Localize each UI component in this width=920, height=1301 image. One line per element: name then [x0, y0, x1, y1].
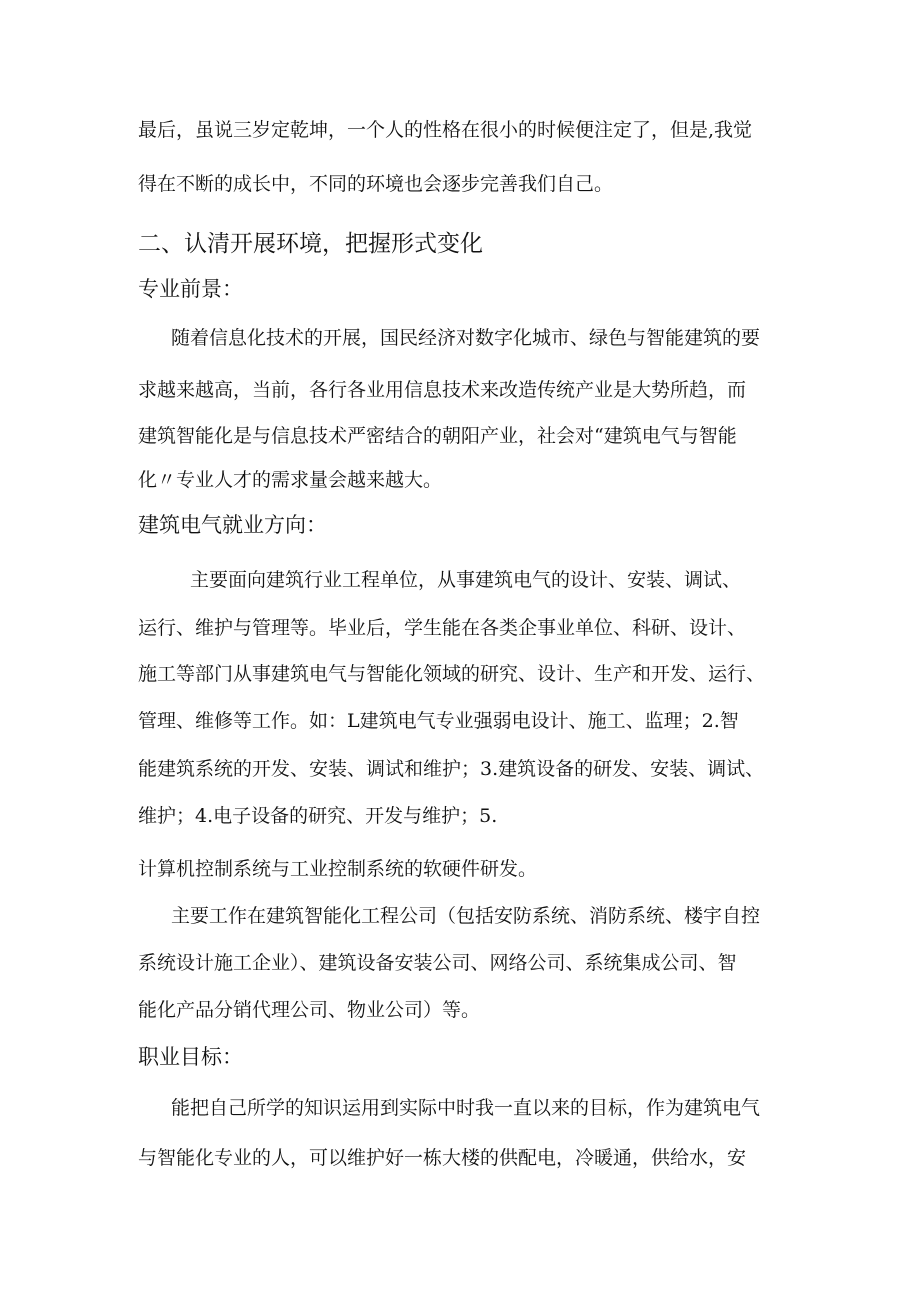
prospects-line-2: 求越来越高，当前，各行各业用信息技术来改造传统产业是大势所趋，而 — [138, 379, 747, 401]
employment-line-2: 运行、维护与管理等。毕业后，学生能在各类企事业单位、科研、设计、 — [138, 617, 747, 639]
prospects-line-4: 化〃专业人才的需求量会越来越大。 — [138, 469, 443, 491]
career-goal-line-1: 能把自己所学的知识运用到实际中时我一直以来的目标，作为建筑电气 — [171, 1097, 761, 1119]
companies-line-3: 能化产品分销代理公司、物业公司）等。 — [138, 999, 481, 1021]
employment-line-1: 主要面向建筑行业工程单位，从事建筑电气的设计、安装、调试、 — [190, 569, 742, 591]
prospects-heading: 专业前景： — [138, 277, 243, 301]
career-goal-heading: 职业目标： — [138, 1045, 243, 1069]
section-heading: 二、认清开展环境，把握形式变化 — [138, 231, 483, 257]
employment-line-3: 施工等部门从事建筑电气与智能化领域的研究、设计、生产和开发、运行、 — [138, 663, 766, 685]
intro-line-1: 最后，虽说三岁定乾坤，一个人的性格在很小的时候便注定了，但是,我觉 — [138, 119, 753, 141]
companies-line-1: 主要工作在建筑智能化工程公司（包括安防系统、消防系统、楼宇自控 — [171, 905, 761, 927]
intro-line-2: 得在不断的成长中，不同的环境也会逐步完善我们自己。 — [138, 173, 614, 195]
companies-line-2: 系统设计施工企业）、建筑设备安装公司、网络公司、系统集成公司、智 — [138, 952, 737, 974]
employment-line-5: 能建筑系统的开发、安装、调试和维护；3.建筑设备的研发、安装、调试、 — [138, 758, 765, 780]
prospects-line-1: 随着信息化技术的开展，国民经济对数字化城市、绿色与智能建筑的要 — [171, 327, 761, 349]
employment-line-6: 维护；4.电子设备的研究、开发与维护；5. — [138, 805, 498, 827]
employment-heading: 建筑电气就业方向： — [138, 513, 327, 537]
employment-line-7: 计算机控制系统与工业控制系统的软硬件研发。 — [138, 858, 538, 880]
career-goal-line-2: 与智能化专业的人，可以维护好一栋大楼的供配电，冷暖通，供给水，安 — [138, 1147, 747, 1169]
employment-line-4: 管理、维修等工作。如：L建筑电气专业强弱电设计、施工、监理；2.智 — [138, 710, 739, 732]
prospects-line-3: 建筑智能化是与信息技术严密结合的朝阳产业，社会对“建筑电气与智能 — [138, 425, 737, 447]
